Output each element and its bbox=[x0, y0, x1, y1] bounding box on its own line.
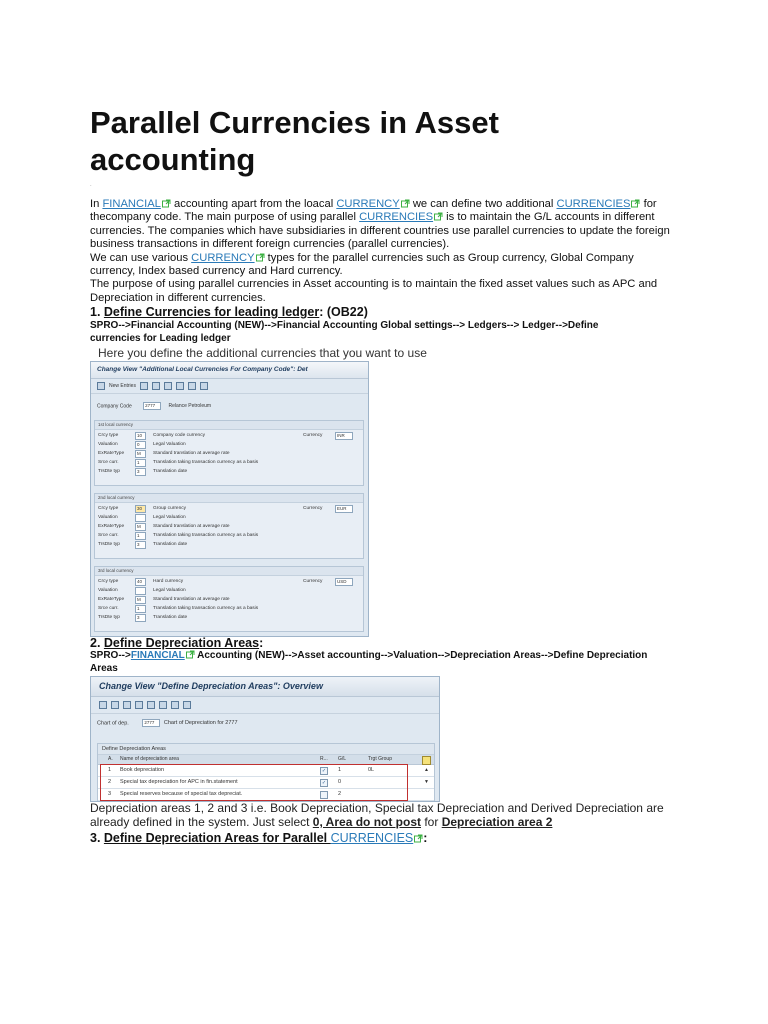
section-1-note: Here you define the additional currencies that you want to use bbox=[98, 346, 427, 360]
financial-link[interactable]: FINANCIAL bbox=[102, 198, 161, 210]
section-1-heading: 1. Define Currencies for leading ledger: (OB22) bbox=[90, 305, 368, 319]
external-link-icon bbox=[256, 253, 265, 262]
new-entries-icon bbox=[111, 701, 119, 709]
currency-link[interactable]: CURRENCY bbox=[336, 198, 400, 210]
external-link-icon bbox=[401, 199, 410, 208]
depreciation-areas-table: Define Depreciation Areas A. Name of depreciation area R... G/L Trgt Group 1 Book depreciation ✓ 1 0L ▲ 2 Special tax depreciation for APC in fin.statement ✓ 0 ▼ 3 Special reserves because of special tax depreciat. 2 bbox=[97, 743, 435, 801]
currencies-link-3[interactable]: CURRENCIES bbox=[330, 831, 414, 845]
display-change-icon bbox=[97, 382, 105, 390]
copy-icon bbox=[123, 701, 131, 709]
sap-currencies-screenshot bbox=[90, 361, 369, 637]
highlight-box bbox=[100, 764, 408, 801]
delete-icon bbox=[135, 701, 143, 709]
external-link-icon bbox=[162, 199, 171, 208]
table-row[interactable]: 3 Special reserves because of special tax depreciat. 2 bbox=[98, 789, 434, 801]
intro-paragraph-1: In FINANCIAL accounting apart from the loacal CURRENCY we can define two additional CURRENCIES for thecompany code. The main purpose of using parallel CURRENCIES is to maintain the G/L accounts in different currencies. The companies which have subsidiaries in different countries use parallel currencies to update the foreign business transactions in different foreign currencies (parallel currencies). We can use various CURRENCY types for the parallel currencies such as Group currency, Global Company currency, Index based currency and Hard currency. The purpose of using parallel currencies in Asset accounting is to maintain the fixed asset values such as APC and Depreciation in different currencies. bbox=[90, 198, 670, 304]
new-entries-button: New Entries bbox=[109, 383, 136, 389]
section-3-heading: 3. Define Depreciation Areas for Parallel CURRENCIES : bbox=[90, 831, 428, 845]
table-settings-icon bbox=[422, 756, 431, 765]
currencies-link[interactable]: CURRENCIES bbox=[556, 198, 631, 210]
select-all-icon bbox=[159, 701, 167, 709]
delete-icon bbox=[152, 382, 160, 390]
external-link-icon bbox=[186, 650, 195, 659]
company-code-row: Company Code 2777 Relance Petroleum bbox=[97, 403, 212, 410]
page-title: Parallel Currencies in Asset accounting bbox=[90, 105, 499, 177]
currencies-link-2[interactable]: CURRENCIES bbox=[359, 211, 434, 224]
scroll-down-icon[interactable]: ▼ bbox=[424, 779, 429, 785]
sap1-toolbar bbox=[91, 379, 368, 394]
financial-link-2[interactable]: FINANCIAL bbox=[130, 650, 185, 661]
currency-group-2: 2nd local currency Crcy type 30 Group currency Valuation Legal Valuation ExRateType M Standard translation at average rate Srce curr. 1 Translation taking transaction currency as a basis TrsDte typ 3 Translation date Currency EUR bbox=[94, 493, 364, 559]
print-icon bbox=[200, 382, 208, 390]
real-checkbox[interactable]: ✓ bbox=[321, 780, 327, 786]
external-link-icon bbox=[414, 834, 423, 843]
copy-icon bbox=[140, 382, 148, 390]
currency-group-1: 1st local currency Crcy type 10 Company code currency Valuation 0 Legal Valuation ExRateType M Standard translation at average rate Srce curr. 1 Translation taking transaction currency as a basis TrsDte typ 3 Translation date Currency INR bbox=[94, 420, 364, 486]
deselect-icon bbox=[188, 382, 196, 390]
sap2-toolbar bbox=[91, 697, 439, 714]
print-icon bbox=[183, 701, 191, 709]
table-header: A. Name of depreciation area R... G/L Trgt Group bbox=[98, 755, 434, 765]
deselect-icon bbox=[171, 701, 179, 709]
sap1-title: Change View "Additional Local Currencies For Company Code": Det bbox=[91, 362, 368, 379]
display-change-icon bbox=[99, 701, 107, 709]
table-row[interactable]: 2 Special tax depreciation for APC in fin.statement ✓ 0 ▼ bbox=[98, 777, 434, 789]
section-1-path: SPRO-->Financial Accounting (NEW)-->Financial Accounting Global settings--> Ledgers--> Ledger-->Define currencies for Leading ledger bbox=[90, 320, 599, 344]
scroll-up-icon[interactable]: ▲ bbox=[424, 767, 429, 773]
external-link-icon bbox=[434, 212, 443, 221]
undo-icon bbox=[164, 382, 172, 390]
section-2-path: SPRO-->FINANCIAL Accounting (NEW)-->Asset accounting-->Valuation-->Depreciation Areas-->Define Depreciation Areas bbox=[90, 650, 648, 674]
table-row[interactable]: 1 Book depreciation ✓ 1 0L ▲ bbox=[98, 765, 434, 777]
section-2-heading: 2. Define Depreciation Areas: bbox=[90, 636, 264, 650]
depreciation-areas-explanation: Depreciation areas 1, 2 and 3 i.e. Book Depreciation, Special tax Depreciation and Derived Depreciation are already defined in the system. Just select 0, Area do not post for Depreciation area 2 bbox=[90, 801, 664, 829]
undo-icon bbox=[147, 701, 155, 709]
real-checkbox[interactable]: ✓ bbox=[321, 768, 327, 774]
currency-link-2[interactable]: CURRENCY bbox=[191, 251, 255, 264]
select-all-icon bbox=[176, 382, 184, 390]
currency-group-3: 3rd local currency Crcy type 40 Hard currency Valuation Legal Valuation ExRateType M Standard translation at average rate Srce curr. 1 Translation taking transaction currency as a basis TrsDte typ 3 Translation date Currency USD bbox=[94, 566, 364, 632]
chart-of-dep-row: Chart of dep. 2777 Chart of Depreciation for 2777 bbox=[97, 720, 238, 727]
sap2-title: Change View "Define Depreciation Areas": Overview bbox=[91, 677, 439, 697]
stray-dot: . bbox=[90, 182, 92, 188]
